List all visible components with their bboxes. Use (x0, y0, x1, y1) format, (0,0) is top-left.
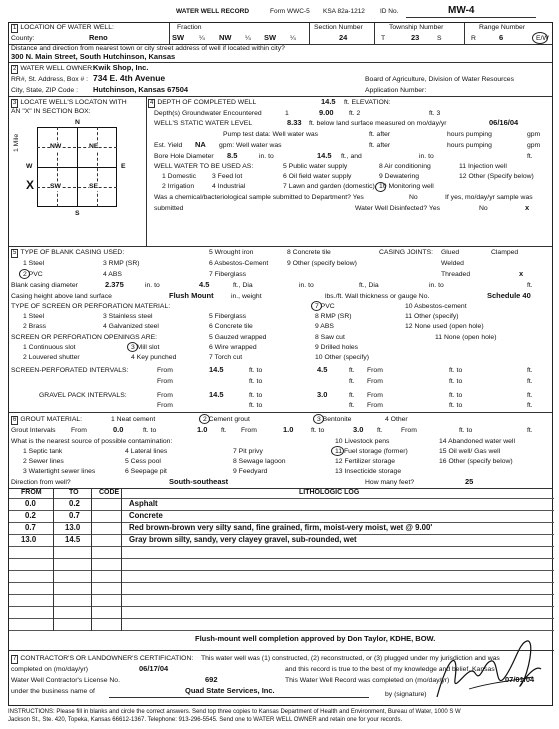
grout-4[interactable]: 4 Other (385, 416, 408, 423)
gauge-value[interactable]: Schedule 40 (487, 291, 531, 300)
bore-and: ft., and (341, 153, 362, 160)
id-value[interactable]: MW-4 (448, 5, 475, 16)
gi-from-2-value[interactable]: 1.0 (283, 425, 294, 434)
contam-label: What is the nearest source of possible contamination: (11, 438, 173, 445)
north-label: N (75, 119, 80, 126)
log-desc: Concrete (129, 511, 163, 520)
instructions-line-1: INSTRUCTIONS: Please fill in blanks and circle the correct answers. Send top three copies to Kansas Department of Health and Environment, Bureau of Water, 1000 S W (8, 709, 461, 715)
use-2[interactable]: 2 Irrigation (162, 183, 195, 190)
depth-completed-label: DEPTH OF COMPLETED WELL (157, 99, 257, 106)
form-header (8, 5, 553, 18)
address-value[interactable]: 300 N. Main Street, South Hutchinson, Kansas (11, 52, 176, 61)
casing-6[interactable]: 6 Asbestos-Cement (209, 260, 269, 267)
screen-9[interactable]: 9 ABS (315, 323, 334, 330)
pump-gpm: gpm (527, 131, 541, 138)
si-from-4: From (367, 378, 383, 385)
contam-9[interactable]: 9 Feedyard (233, 468, 268, 475)
fraction-q1: ¼ (199, 35, 205, 42)
gp-from-3: From (157, 402, 173, 409)
contam-3[interactable]: 3 Watertight sewer lines (23, 468, 96, 475)
si-to-1: ft. to (249, 367, 263, 374)
diam-to-value[interactable]: 4.5 (199, 280, 210, 289)
gi-to-2-value[interactable]: 3.0 (353, 425, 364, 434)
elevation-label: ft. ELEVATION: (344, 99, 391, 106)
diam-in-to: in. to (145, 282, 160, 289)
pump-label: Pump test data: Well water was (223, 131, 319, 138)
gi-to-1: ft. to (143, 427, 157, 434)
screen-2[interactable]: 2 Brass (23, 323, 47, 330)
instructions-line-2: Jackson St., Ste. 420, Topeka, Kansas 66612-1367. Telephone: 913-296-5545. Send one to WATER WELL OWNER and retain one for your records. (8, 717, 403, 723)
open-11[interactable]: 11 None (open hole) (435, 334, 497, 341)
gp-ft-2: ft. (527, 392, 533, 399)
log-note: Flush-mount well completion approved by Don Taylor, KDHE, BOW. (195, 634, 436, 643)
township-label: Township Number (389, 24, 444, 31)
open-1[interactable]: 1 Continuous slot (23, 344, 76, 351)
casing-pvc-circle (19, 269, 30, 279)
ksa-ref: KSA 82a-1212 (323, 8, 365, 15)
diam-ft: ft. (527, 282, 533, 289)
certification: 7 CONTRACTOR'S OR LANDOWNER'S CERTIFICATION: This water well was (1) constructed, (2) reconstructed, or (3) plugged under my jurisdiction and was completed on (mo/day/yr) 06/17/04 and this record is true to the best of my knowledge and belief. Kansas Water Well Contractor's License No. 692 This Water Well Record was completed on (mo/day/yr) 07/01/04 under the business name of Quad State Services, Inc. by (signature) (9, 651, 554, 707)
completed-value[interactable]: 06/17/04 (139, 664, 169, 673)
height-value[interactable]: Flush Mount (169, 291, 214, 300)
grout-3[interactable]: 3 Bentonite (317, 416, 352, 423)
log-to: 14.5 (65, 535, 81, 544)
section-box[interactable] (26, 127, 117, 207)
gp-to-1: ft. to (249, 392, 263, 399)
disinfected-no[interactable]: No (479, 205, 488, 212)
use-7[interactable]: 7 Lawn and garden (domestic) (283, 183, 375, 190)
fraction-q3: ¼ (290, 35, 296, 42)
use-10[interactable]: 10 Monitoring well (379, 183, 434, 190)
fraction-label: Fraction (177, 24, 202, 31)
yield-gpm: gpm (527, 142, 541, 149)
fuel-storage-circle (331, 446, 344, 456)
bore-ft: ft. (527, 153, 533, 160)
si-ft-1: ft. (349, 367, 355, 374)
si-to-3: ft. to (249, 378, 263, 385)
gp-from-1: From (157, 392, 173, 399)
use-1[interactable]: 1 Domestic (162, 173, 196, 180)
si-from-value[interactable]: 14.5 (209, 365, 224, 374)
water-well-record-form (8, 4, 553, 724)
location-row: 1 LOCATION OF WATER WELL: Fraction Section Number Township Number Range Number County: Reno SW ¼ NW ¼ SW ¼ 24 T 23 S R 6 E/W (9, 23, 552, 45)
screen-12[interactable]: 12 None used (open hole) (405, 323, 484, 330)
diam-label: Blank casing diameter (11, 282, 78, 289)
diam-in-to-2: in. to (299, 282, 314, 289)
form-title: WATER WELL RECORD (176, 8, 250, 15)
gw-3: ft. 3 (429, 110, 441, 117)
gi-from-3: From (401, 427, 417, 434)
casing-9[interactable]: 9 Other (specify below) (287, 260, 357, 267)
casing-row: 5 TYPE OF BLANK CASING USED: 5 Wrought iron 8 Concrete tile CASING JOINTS: Glued Clamped 1 Steel 3 RMP (SR) 6 Asbestos-Cement 9 Other (specify below) Welded 2 PVC 4 ABS 7 Fiberglass Threaded x Blank casing diameter 2.375 in. to 4.5 ft., Dia in. to ft., Dia in. to ft. Casing height above land surface Flush Mount in., weight lbs./ft. Wall thickness or gauge No. Schedule 40 TYPE OF SCREEN OR PERFORATION MATERIAL: 7 PVC 10 Asbestos-cement 1 Steel 3 Stainless steel 5 Fiberglass 8 RMP (SR) 11 Other (specify) 2 Brass 4 Galvanized steel 6 Concrete tile 9 ABS 12 None used (open hole) SCREEN OR PERFORATION OPENINGS ARE: 5 Gauzed wrapped 8 Saw cut 11 None (open hole) 1 Continuous slot 3 Mill slot 6 Wire wrapped 9 Drilled holes 2 Louvered shutter 4 Key punched 7 Torch cut 10 Other (specify) SCREEN-PERFORATED INTERVALS: From 14.5 ft. to 4.5 ft. From ft. to ft. From ft. to ft. From ft. to ft. GRAVEL PACK INTERVALS: From 14.5 ft. to 3.0 ft. From ft. to ft. From ft. to ft. From ft. to ft. (9, 247, 552, 413)
gp-to-4: ft. to (449, 402, 463, 409)
screen-4[interactable]: 4 Galvanized steel (103, 323, 159, 330)
ew-circle (532, 32, 548, 44)
open-9[interactable]: 9 Drilled holes (315, 344, 359, 351)
si-to-value[interactable]: 4.5 (317, 365, 328, 374)
casing-4[interactable]: 4 ABS (103, 271, 122, 278)
form-frame (8, 22, 553, 706)
owner-label: WATER WELL OWNER: (20, 65, 95, 72)
lbs-label: lbs./ft. Wall thickness or gauge No. (325, 293, 430, 300)
gp-ft-4: ft. (527, 402, 533, 409)
se-label: SE (89, 183, 99, 190)
gw-value[interactable]: 9.00 (319, 108, 334, 117)
use-3[interactable]: 3 Feed lot (212, 173, 243, 180)
contam-6[interactable]: 6 Seepage pit (125, 468, 167, 475)
screen-3[interactable]: 3 Stainless steel (103, 313, 153, 320)
cert-text-2: and this record is true to the best of my knowledge and belief. Kansas (285, 666, 495, 673)
joints-welded[interactable]: Welded (441, 260, 464, 267)
contam-13[interactable]: 13 Insecticide storage (335, 468, 402, 475)
township-value[interactable]: 23 (411, 33, 420, 42)
sw-label: SW (50, 183, 61, 190)
grout-label: GROUT MATERIAL: (20, 416, 83, 423)
how-many-label: How many feet? (365, 479, 415, 486)
east-label: E (121, 163, 126, 170)
open-2[interactable]: 2 Louvered shutter (23, 354, 80, 361)
casing-7[interactable]: 7 Fiberglass (209, 271, 247, 278)
openings-label: SCREEN OR PERFORATION OPENINGS ARE: (11, 334, 158, 341)
gravel-intervals-label: GRAVEL PACK INTERVALS: (39, 392, 127, 399)
use-11[interactable]: 11 Injection well (459, 163, 507, 170)
use-label: WELL WATER TO BE USED AS: (154, 163, 254, 170)
contam-4[interactable]: 4 Lateral lines (125, 448, 168, 455)
diam-in-to-3: in. to (429, 282, 444, 289)
gw-label: Depth(s) Groundwater Encountered (154, 110, 262, 117)
distance-row (9, 45, 552, 63)
screen-6[interactable]: 6 Concrete tile (209, 323, 253, 330)
screen-label: TYPE OF SCREEN OR PERFORATION MATERIAL: (11, 303, 171, 310)
form-number: Form WWC-5 (270, 8, 310, 15)
use-12[interactable]: 12 Other (Specify below) (459, 173, 534, 180)
log-from: 0.7 (25, 523, 36, 532)
record-label: This Water Well Record was completed on (mo/day/yr) (285, 677, 450, 684)
weight-label: in., weight (231, 293, 262, 300)
grout-2[interactable]: 2 Cement grout (203, 416, 250, 423)
gp-to-value[interactable]: 3.0 (317, 390, 328, 399)
open-8[interactable]: 8 Saw cut (315, 334, 345, 341)
license-label: Water Well Contractor's License No. (11, 677, 120, 684)
submitted-label: submitted (154, 205, 184, 212)
screen-8[interactable]: 8 RMP (SR) (315, 313, 352, 320)
section-number-label: Section Number (314, 24, 363, 31)
screen-5[interactable]: 5 Fiberglass (209, 313, 247, 320)
contam-15[interactable]: 15 Oil well/ Gas well (439, 448, 501, 455)
township-s: S (437, 35, 442, 42)
screen-10[interactable]: 10 Asbestos-cement (405, 303, 467, 310)
contam-16[interactable]: 16 Other (specify below) (439, 458, 513, 465)
bore-in-to: in. to (419, 153, 434, 160)
locator-label-1: LOCATE WELL'S LOCATON WITH (20, 99, 127, 106)
static-label: WELL'S STATIC WATER LEVEL (154, 120, 253, 127)
fraction-3[interactable]: SW (264, 33, 277, 42)
owner-row: 2 WATER WELL OWNER: Kwik Shop, Inc. RR#, St. Address, Box # : 734 E. 4th Avenue Board of Agriculture, Division of Water Resources City, State, ZIP Code : Hutchinson, Kansas 67504 Application Number: (9, 63, 552, 97)
record-date[interactable]: 07/01/04 (505, 675, 535, 684)
business-value[interactable]: Quad State Services, Inc. (185, 686, 275, 695)
grout-1[interactable]: 1 Neat cement (111, 416, 156, 423)
completed-label: completed on (mo/day/yr) (11, 666, 89, 673)
bore-depth[interactable]: 14.5 (317, 151, 332, 160)
gi-to-2: ft. to (311, 427, 325, 434)
casing-joints-label: CASING JOINTS: (379, 249, 434, 256)
log-to: 0.7 (69, 511, 80, 520)
log-from: 0.2 (25, 511, 36, 520)
contam-5[interactable]: 5 Cess pool (125, 458, 161, 465)
street-value[interactable]: 734 E. 4th Avenue (93, 73, 166, 83)
gp-from-4: From (367, 402, 383, 409)
log-col-code: CODE (99, 489, 120, 496)
township-t: T (381, 35, 386, 42)
use-9[interactable]: 9 Dewatering (379, 173, 420, 180)
static-tail: ft. below land surface measured on mo/day/yr (309, 120, 447, 127)
west-label: W (26, 163, 33, 170)
static-value[interactable]: 8.33 (287, 118, 302, 127)
yield-tail: gpm: Well water was (219, 142, 282, 149)
si-to-4: ft. to (449, 378, 463, 385)
gi-ft-1: ft. (221, 427, 227, 434)
id-label: ID No. (380, 8, 399, 15)
gi-from-1: From (71, 427, 87, 434)
fraction-1[interactable]: SW (172, 33, 185, 42)
range-label: Range Number (479, 24, 526, 31)
gi-to-1-value[interactable]: 1.0 (197, 425, 208, 434)
pump-ft-after: ft. after (369, 131, 391, 138)
yield-value[interactable]: NA (195, 140, 206, 149)
gp-to-3: ft. to (249, 402, 263, 409)
chem-yes-label: If yes, mo/day/yr sample was (445, 194, 533, 201)
well-x-mark: X (26, 178, 35, 192)
chem-no[interactable]: No (409, 194, 418, 201)
diam-ft-dia-2: ft., Dia (359, 282, 379, 289)
casing-8[interactable]: 8 Concrete tile (287, 249, 331, 256)
feet-value[interactable]: 25 (465, 477, 474, 486)
cert-label: CONTRACTOR'S OR LANDOWNER'S CERTIFICATION: (20, 655, 194, 662)
casing-1[interactable]: 1 Steel (23, 260, 45, 267)
contam-14[interactable]: 14 Abandoned water well (439, 438, 515, 445)
diam-ft-dia: ft., Dia (233, 282, 253, 289)
bentonite-circle (313, 414, 324, 424)
depth-completed-value[interactable]: 14.5 (321, 97, 336, 106)
si-from-1: From (157, 367, 173, 374)
direction-label: Direction from well? (11, 479, 71, 486)
rr-label: RR#, St. Address, Box # : (11, 76, 89, 83)
log-desc: Red brown-brown very silty sand, fine grained, firm, moist-very moist, wet @ 9.00' (129, 523, 433, 532)
gw-2: ft. 2 (349, 110, 361, 117)
joints-clamped[interactable]: Clamped (491, 249, 519, 256)
gi-to-3: ft. to (459, 427, 473, 434)
contam-11[interactable]: 11 Fuel storage (former) (335, 448, 408, 455)
fraction-q2: ¼ (245, 35, 251, 42)
gp-from-value[interactable]: 14.5 (209, 390, 224, 399)
distance-label: Distance and direction from nearest town or city street address of well if located within city? (11, 45, 285, 52)
screen-7[interactable]: 7 PVC (315, 303, 335, 310)
casing-2[interactable]: 2 PVC (23, 271, 43, 278)
si-ft-4: ft. (527, 378, 533, 385)
log-desc: Gray brown silty, sandy, very clayey gravel, sub-rounded, wet (129, 535, 357, 544)
license-value[interactable]: 692 (205, 675, 218, 684)
gp-to-2: ft. to (449, 392, 463, 399)
casing-5[interactable]: 5 Wrought iron (209, 249, 254, 256)
si-to-2: ft. to (449, 367, 463, 374)
gi-from-2: From (241, 427, 257, 434)
log-to: 13.0 (65, 523, 81, 532)
chem-label: Was a chemical/bacteriological sample submitted to Department? Yes (154, 194, 364, 201)
contam-10[interactable]: 10 Livestock pens (335, 438, 390, 445)
gp-ft-1: ft. (349, 392, 355, 399)
open-10[interactable]: 10 Other (specify) (315, 354, 370, 361)
log-from: 0.0 (25, 499, 36, 508)
casing-3[interactable]: 3 RMP (SR) (103, 260, 140, 267)
log-from: 13.0 (21, 535, 37, 544)
disinfected-label: Water Well Disinfected? Yes (355, 205, 441, 212)
gp-from-2: From (367, 392, 383, 399)
log-col-to: TO (69, 489, 79, 496)
locator-depth-row: 3 LOCATE WELL'S LOCATON WITH AN "X" IN SECTION BOX: NW NE SW SE X N S W E 1 Mile 4 DEPTH OF COMPLETED WELL 14.5 ft. ELEVATION: Depth(s) Groundwater Encountered 1 9.00 ft. 2 ft. 3 WELL'S STATIC WATER LEVEL 8.33 ft. below land surface measured on mo/day/yr 06/16/04 Pump test data: Well water was ft. after hours pumping gpm Est. Yield NA gpm: Well water was ft. after hours pumping gpm Bore Hole Diameter 8.5 in. to 14.5 ft., and in. to ft. WELL WATER TO BE USED AS: 5 Public water supply 8 Air conditioning 11 Injection well 1 Domestic 3 Feed lot 6 Oil field water supply 9 Dewatering 12 Other (Specify below) 2 Irrigation 4 Industrial 7 Lawn and garden (domestic) 10 Monitoring well Was a chemical/bacteriological sample submitted to Department? Yes No If yes, mo/day/yr sample was submitted Water Well Disinfected? Yes No x (9, 97, 552, 247)
county-value[interactable]: Reno (89, 33, 108, 42)
si-ft-2: ft. (527, 367, 533, 374)
contam-12[interactable]: 12 Fertilizer storage (335, 458, 396, 465)
signature-image (429, 633, 549, 705)
si-from-2: From (367, 367, 383, 374)
signature-label: by (signature) (385, 691, 427, 698)
business-label: under the business name of (11, 688, 95, 695)
city-label: City, State, ZIP Code : (11, 87, 78, 94)
static-date[interactable]: 06/16/04 (489, 118, 519, 127)
disinfected-x[interactable]: x (525, 203, 530, 212)
gi-ft-2: ft. (377, 427, 383, 434)
south-label: S (75, 210, 80, 217)
mill-slot-circle (127, 342, 138, 352)
cement-grout-circle (199, 414, 210, 424)
contam-8[interactable]: 8 Sewage lagoon (233, 458, 286, 465)
gi-ft-3: ft. (527, 427, 533, 434)
fraction-2[interactable]: NW (219, 33, 232, 42)
screen-11[interactable]: 11 Other (specify) (405, 313, 459, 320)
gp-ft-3: ft. (349, 402, 355, 409)
city-value[interactable]: Hutchinson, Kansas 67504 (93, 85, 189, 94)
log-desc: Asphalt (129, 499, 158, 508)
yield-label: Est. Yield (154, 142, 183, 149)
board-label: Board of Agriculture, Division of Water Resources (365, 76, 514, 83)
pump-hours: hours pumping (447, 131, 492, 138)
log-col-from: FROM (21, 489, 42, 496)
joints-threaded[interactable]: Threaded (441, 271, 471, 278)
use-6[interactable]: 6 Oil field water supply (283, 173, 352, 180)
gi-from-1-value[interactable]: 0.0 (113, 425, 124, 434)
open-6[interactable]: 6 Wire wrapped (209, 344, 257, 351)
location-label: LOCATION OF WATER WELL: (20, 24, 114, 31)
nw-label: NW (50, 143, 62, 150)
lithologic-log (9, 489, 554, 651)
contam-1[interactable]: 1 Septic tank (23, 448, 63, 455)
range-r: R (471, 35, 476, 42)
application-label: Application Number: (365, 87, 427, 94)
instructions-footer (8, 708, 553, 724)
gw-1: 1 (285, 110, 289, 117)
section-number-value[interactable]: 24 (339, 33, 348, 42)
threaded-x[interactable]: x (519, 269, 524, 278)
casing-label: TYPE OF BLANK CASING USED: (20, 249, 125, 256)
open-7[interactable]: 7 Torch cut (209, 354, 243, 361)
si-ft-3: ft. (349, 378, 355, 385)
direction-value[interactable]: South-southeast (169, 477, 229, 486)
screen-intervals-label: SCREEN-PERFORATED INTERVALS: (11, 367, 129, 374)
grout-row: 6 GROUT MATERIAL: 1 Neat cement 2 Cement grout 3 Bentonite 4 Other Grout Intervals From 0.0 ft. to 1.0 ft. From 1.0 ft. to 3.0 ft. From ft. to ft. What is the nearest source of possible contamination: 10 Livestock pens 14 Abandoned water well 1 Septic tank 4 Lateral lines 7 Pit privy 11 Fuel storage (former) 15 Oil well/ Gas well 2 Sewer lines 5 Cess pool 8 Sewage lagoon 12 Fertilizer storage 16 Other (specify below) 3 Watertight sewer lines 6 Seepage pit 9 Feedyard 13 Insecticide storage Direction from well? South-southeast How many feet? 25 (9, 413, 552, 489)
open-5[interactable]: 5 Gauzed wrapped (209, 334, 267, 341)
log-to: 0.2 (69, 499, 80, 508)
yield-hours: hours pumping (447, 142, 492, 149)
locator-label-2: AN "X" IN SECTION BOX: (11, 108, 91, 115)
contam-2[interactable]: 2 Sewer lines (23, 458, 64, 465)
screen-pvc-circle (311, 301, 322, 311)
use-4[interactable]: 4 Industrial (212, 183, 246, 190)
yield-ft-after: ft. after (369, 142, 391, 149)
use-8[interactable]: 8 Air conditioning (379, 163, 431, 170)
owner-name[interactable]: Kwik Shop, Inc. (93, 63, 149, 72)
diam-value[interactable]: 2.375 (105, 280, 124, 289)
contam-7[interactable]: 7 Pit privy (233, 448, 263, 455)
bore-label: Bore Hole Diameter (154, 153, 214, 160)
county-label: County: (11, 35, 35, 42)
range-ew: E/W (536, 35, 549, 42)
open-4[interactable]: 4 Key punched (131, 354, 177, 361)
bore-value[interactable]: 8.5 (227, 151, 238, 160)
bore-to: in. to (259, 153, 274, 160)
range-value[interactable]: 6 (499, 33, 504, 42)
joints-glued[interactable]: Glued (441, 249, 460, 256)
use-5[interactable]: 5 Public water supply (283, 163, 348, 170)
si-from-3: From (157, 378, 173, 385)
screen-1[interactable]: 1 Steel (23, 313, 45, 320)
use-10-circle (375, 182, 386, 192)
mile-label: 1 Mile (13, 133, 20, 152)
cert-text-1: This water well was (1) constructed, (2) reconstructed, or (3) plugged under my jurisdiction and was (201, 655, 500, 662)
height-label: Casing height above land surface (11, 293, 112, 300)
grout-intervals-label: Grout Intervals (11, 427, 56, 434)
open-3[interactable]: 3 Mill slot (131, 344, 160, 351)
log-col-lithology: LITHOLOGIC LOG (299, 489, 360, 496)
ne-label: NE (89, 143, 99, 150)
